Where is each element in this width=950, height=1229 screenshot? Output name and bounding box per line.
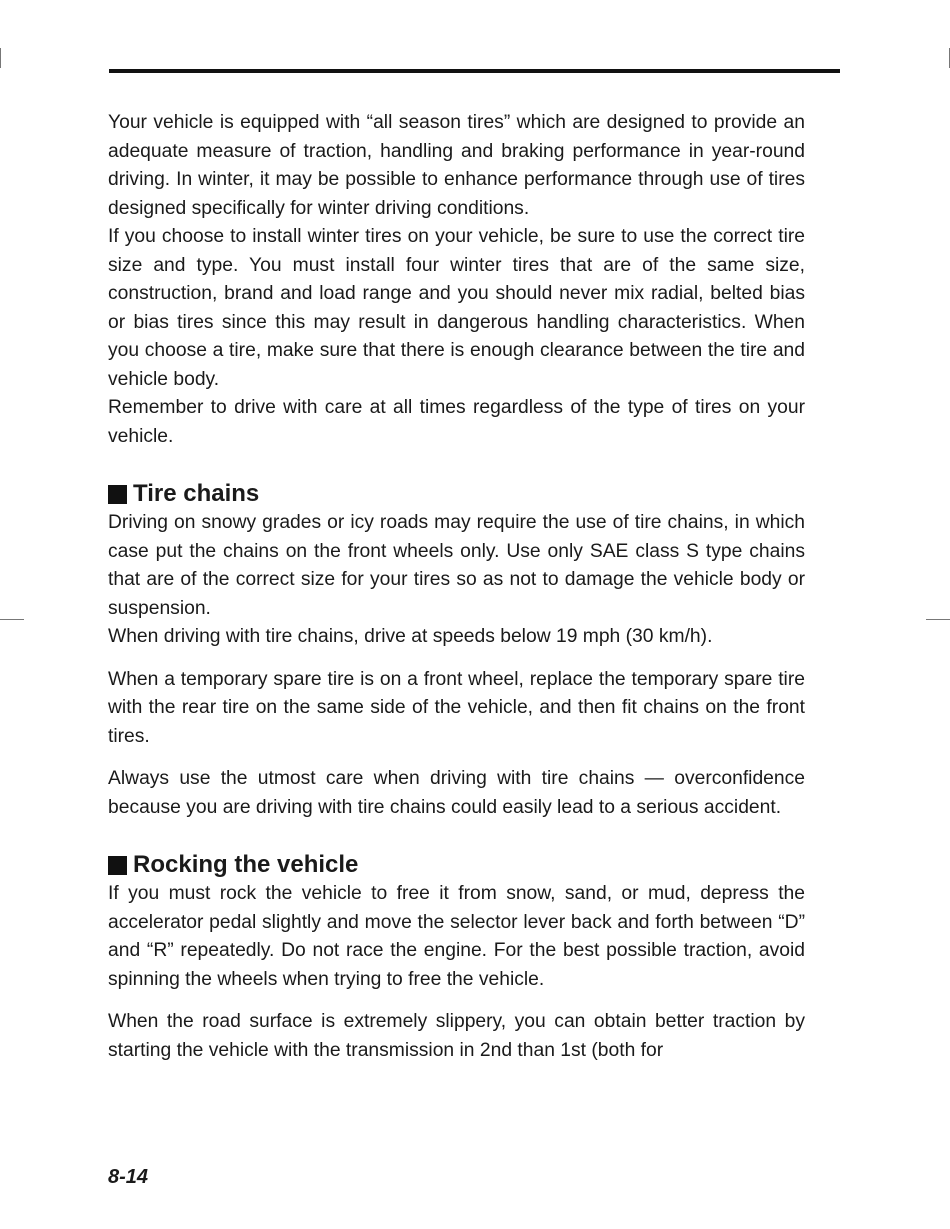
crop-mark-middle-right: [926, 619, 950, 620]
intro-paragraph-3: Remember to drive with care at all times regardless of the type of tires on your vehicle.: [108, 397, 805, 447]
section-heading-rocking-the-vehicle: [108, 850, 805, 880]
tire-chains-paragraph-4: Always use the utmost care when driving with tire chains — overconfidence because you are driving with tire chains could easily lead to a serious accident.: [108, 768, 805, 818]
tire-chains-paragraph-2: When driving with tire chains, drive at speeds below 19 mph (30 km/h).: [108, 626, 713, 647]
square-bullet-icon: [108, 856, 127, 875]
page-number: 8-14: [108, 1166, 149, 1188]
intro-paragraph-1: Your vehicle is equipped with “all season tires” which are designed to provide an adequate measure of traction, handling and braking performance in year-round driving. In winter, it may be possible to enhance performance through use of tires designed specifically for winter driving conditions.: [108, 112, 805, 219]
crop-mark-top-left: [0, 48, 1, 68]
page-content: [108, 109, 805, 1065]
tire-chains-paragraph-3: When a temporary spare tire is on a front wheel, replace the temporary spare tire with the rear tire on the same side of the vehicle, and then fit chains on the front tires.: [108, 668, 805, 747]
section-heading-tire-chains: [108, 479, 805, 509]
header-rule: [109, 69, 840, 73]
tire-chains-paragraph-1: Driving on snowy grades or icy roads may require the use of tire chains, in which case put the chains on the front wheels only. Use only SAE class S type chains that are of the correct size for your tires so as not to damage the vehicle body or suspension.: [108, 512, 805, 619]
section-heading-label: Rocking the vehicle: [133, 851, 359, 878]
square-bullet-icon: [108, 485, 127, 504]
crop-mark-middle-left: [0, 619, 24, 620]
intro-paragraph-2: If you choose to install winter tires on your vehicle, be sure to use the correct tire size and type. You must install four winter tires that are of the same size, construction, brand and load range and you should never mix radial, belted bias or bias tires since this may result in dangerous handling characteristics. When you choose a tire, make sure that there is enough clearance between the tire and vehicle body.: [108, 226, 805, 390]
section-heading-label: Tire chains: [133, 480, 260, 507]
rocking-paragraph-2: When the road surface is extremely slippery, you can obtain better traction by starting the vehicle with the transmission in 2nd than 1st (both for: [108, 1011, 805, 1061]
rocking-paragraph-1: If you must rock the vehicle to free it from snow, sand, or mud, depress the accelerator pedal slightly and move the selector lever back and forth between “D” and “R” repeatedly. Do not race the engine. For the best possible traction, avoid spinning the wheels when trying to free the vehicle.: [108, 883, 805, 990]
